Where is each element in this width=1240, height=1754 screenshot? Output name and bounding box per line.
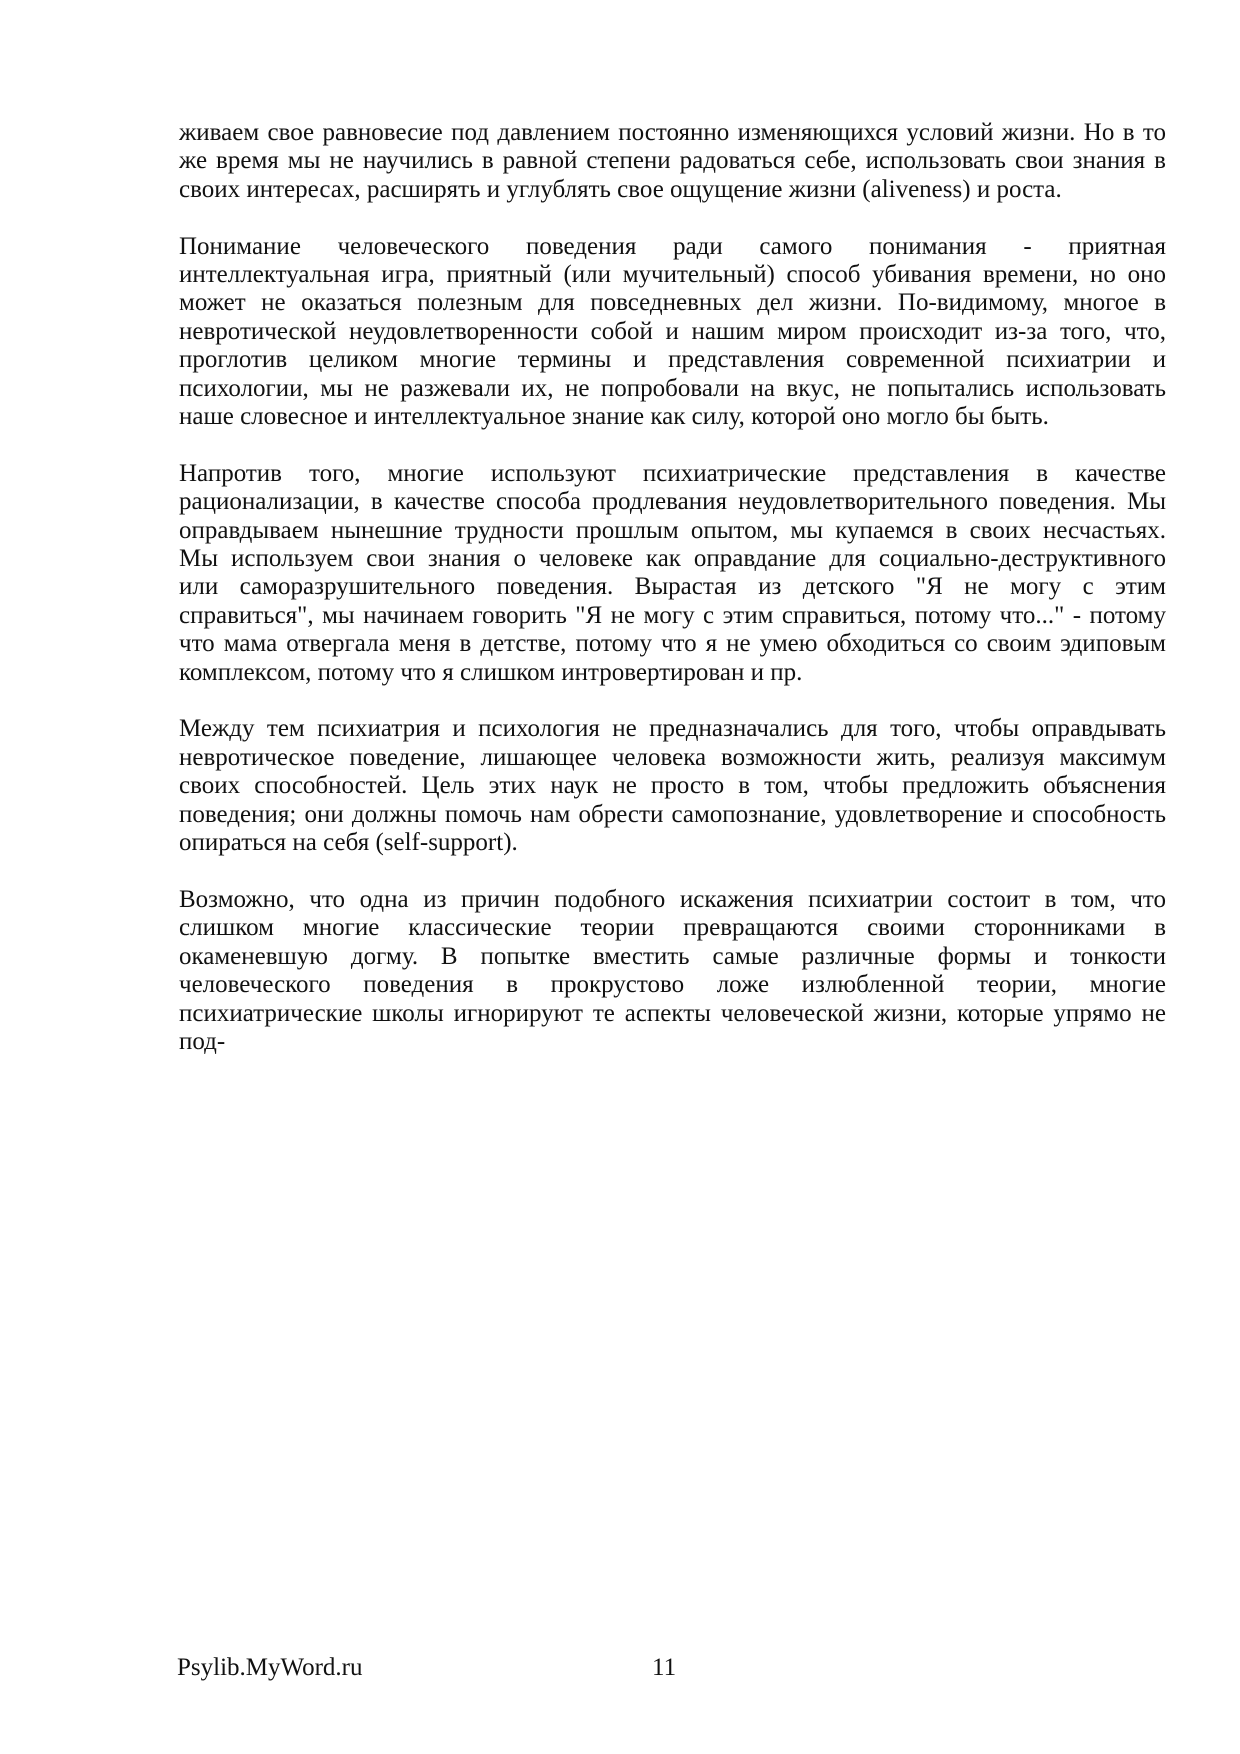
text-line: окаменевшую догму. В попытке вместить самые различные формы и тонкости [179, 942, 1166, 970]
text-line: же время мы не научились в равной степени радоваться себе, использовать свои знания в [179, 147, 1166, 175]
text-line: под- [179, 1027, 226, 1055]
text-line: может не оказаться полезным для повседневных дел жизни. По-видимому, многое в [179, 289, 1166, 317]
text-line: психиатрические школы игнорируют те аспекты человеческой жизни, которые упрямо не [179, 999, 1166, 1027]
text-line: Возможно, что одна из причин подобного искажения психиатрии состоит в том, что [179, 885, 1166, 913]
text-line: своих интересах, расширять и углублять свое ощущение жизни (aliveness) и роста. [179, 175, 1062, 203]
paragraph [179, 119, 1166, 204]
page-number: 11 [652, 1654, 677, 1681]
paragraph [179, 886, 1166, 1056]
text-line: слишком многие классические теории превращаются своими сторонниками в [179, 914, 1166, 942]
text-line: психологии, мы не разжевали их, не попробовали на вкус, не попытались использовать [179, 374, 1166, 402]
footer-site: Psylib.MyWord.ru [177, 1654, 363, 1681]
text-line: справиться", мы начинаем говорить "Я не могу с этим справиться, потому что..." - потому [179, 601, 1166, 629]
text-line: невротической неудовлетворенности собой и нашим миром происходит из-за того, что, [179, 317, 1166, 345]
text-line: что мама отвергала меня в детстве, потому что я не умею обходиться со своим эдиповым [179, 630, 1166, 658]
text-line: живаем свое равновесие под давлением постоянно изменяющихся условий жизни. Но в то [179, 119, 1166, 146]
text-line: или саморазрушительного поведения. Вырастая из детского "Я не могу с этим [179, 573, 1166, 601]
text-line: поведения; они должны помочь нам обрести самопознание, удовлетворение и способность [179, 800, 1166, 828]
text-line: опираться на себя (self-support). [179, 829, 518, 857]
paragraph [179, 233, 1166, 432]
text-line: Мы используем свои знания о человеке как оправдание для социально-деструктивного [179, 545, 1166, 573]
text-line: интеллектуальная игра, приятный (или мучительный) способ убивания времени, но оно [179, 261, 1166, 289]
text-line: проглотив целиком многие термины и представления современной психиатрии и [179, 346, 1166, 374]
paragraph [179, 715, 1166, 857]
text-line: рационализации, в качестве способа продлевания неудовлетворительного поведения. Мы [179, 488, 1166, 516]
paragraph [179, 460, 1166, 687]
text-line: Понимание человеческого поведения ради самого понимания - приятная [179, 232, 1166, 260]
text-line: Напротив того, многие используют психиатрические представления в качестве [179, 459, 1166, 487]
text-line: своих способностей. Цель этих наук не просто в том, чтобы предложить объяснения [179, 772, 1166, 800]
text-line: наше словесное и интеллектуальное знание как силу, которой оно могло бы быть. [179, 403, 1049, 431]
text-line: оправдываем нынешние трудности прошлым опытом, мы купаемся в своих несчастьях. [179, 516, 1166, 544]
text-line: Между тем психиатрия и психология не предназначались для того, чтобы оправдывать [179, 715, 1166, 743]
text-line: невротическое поведение, лишающее человека возможности жить, реализуя максимум [179, 743, 1166, 771]
text-line: комплексом, потому что я слишком интровертирован и пр. [179, 658, 803, 686]
document-body [179, 119, 1166, 1085]
text-line: человеческого поведения в прокрустово ложе излюбленной теории, многие [179, 971, 1166, 999]
